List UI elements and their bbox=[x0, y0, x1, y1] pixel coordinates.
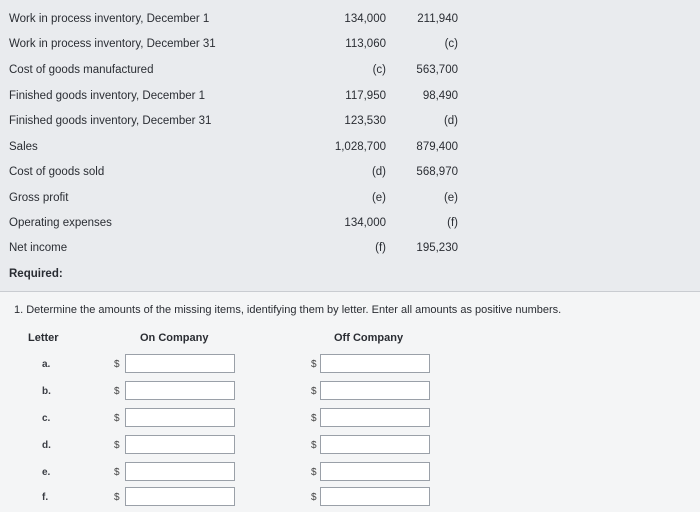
answer-row-c bbox=[0, 406, 700, 433]
off-company-answer-c-input[interactable] bbox=[320, 408, 430, 427]
dollar-sign: $ bbox=[311, 413, 317, 424]
dollar-sign: $ bbox=[311, 467, 317, 478]
row-letter: f. bbox=[42, 492, 49, 503]
on-company-value: (c) bbox=[372, 64, 386, 76]
required-heading: Required: bbox=[9, 268, 63, 280]
off-company-value: 211,940 bbox=[417, 13, 458, 25]
data-row bbox=[0, 8, 700, 33]
off-company-answer-a-input[interactable] bbox=[320, 354, 430, 373]
off-company-value: (c) bbox=[444, 38, 458, 50]
answer-row-f bbox=[0, 485, 700, 512]
data-row bbox=[0, 237, 700, 262]
data-row bbox=[0, 59, 700, 84]
row-label: Gross profit bbox=[9, 192, 69, 204]
on-company-value: 117,950 bbox=[345, 90, 386, 102]
on-company-value: (f) bbox=[375, 242, 386, 254]
row-letter: b. bbox=[42, 386, 51, 397]
dollar-sign: $ bbox=[114, 413, 120, 424]
answer-row-a bbox=[0, 352, 700, 379]
data-row bbox=[0, 85, 700, 110]
row-label: Net income bbox=[9, 242, 68, 254]
on-company-answer-f-input[interactable] bbox=[125, 487, 235, 506]
on-company-answer-a-input[interactable] bbox=[125, 354, 235, 373]
off-company-value: 195,230 bbox=[416, 242, 458, 254]
dollar-sign: $ bbox=[114, 440, 120, 451]
dollar-sign: $ bbox=[114, 386, 120, 397]
row-label: Cost of goods manufactured bbox=[9, 64, 154, 76]
off-company-value: (e) bbox=[443, 192, 458, 204]
data-row bbox=[0, 136, 700, 161]
row-letter: c. bbox=[42, 413, 51, 424]
data-row bbox=[0, 161, 700, 186]
row-label: Work in process inventory, December 31 bbox=[9, 38, 216, 50]
dollar-sign: $ bbox=[114, 467, 120, 478]
dollar-sign: $ bbox=[311, 492, 317, 503]
on-company-answer-d-input[interactable] bbox=[125, 435, 235, 454]
row-label: Sales bbox=[9, 141, 38, 153]
off-company-answer-d-input[interactable] bbox=[320, 435, 430, 454]
dollar-sign: $ bbox=[114, 359, 120, 370]
on-company-answer-b-input[interactable] bbox=[125, 381, 235, 400]
on-company-value: 134,000 bbox=[344, 13, 386, 25]
dollar-sign: $ bbox=[114, 492, 120, 503]
off-company-value: 879,400 bbox=[416, 141, 458, 153]
on-company-value: (e) bbox=[371, 192, 386, 204]
off-company-answer-b-input[interactable] bbox=[320, 381, 430, 400]
answer-row-e bbox=[0, 460, 700, 487]
letter-column-header: Letter bbox=[28, 332, 59, 344]
on-company-value: 123,530 bbox=[344, 115, 386, 127]
off-company-value: (f) bbox=[447, 217, 458, 229]
row-letter: d. bbox=[42, 440, 51, 451]
off-company-answer-f-input[interactable] bbox=[320, 487, 430, 506]
on-company-answer-c-input[interactable] bbox=[125, 408, 235, 427]
data-row bbox=[0, 212, 700, 237]
answer-row-b bbox=[0, 379, 700, 406]
on-company-value: 113,060 bbox=[345, 38, 386, 50]
data-row bbox=[0, 187, 700, 212]
off-company-value: 98,490 bbox=[422, 90, 458, 102]
row-label: Operating expenses bbox=[9, 217, 112, 229]
on-company-value: 1,028,700 bbox=[334, 141, 386, 153]
off-company-value: (d) bbox=[443, 115, 458, 127]
row-label: Finished goods inventory, December 1 bbox=[9, 90, 206, 102]
off-company-value: 563,700 bbox=[416, 64, 458, 76]
off-company-value: 568,970 bbox=[416, 166, 458, 178]
row-label: Finished goods inventory, December 31 bbox=[9, 115, 212, 127]
on-company-value: 134,000 bbox=[344, 217, 386, 229]
on-company-value: (d) bbox=[371, 166, 386, 178]
dollar-sign: $ bbox=[311, 386, 317, 397]
data-row bbox=[0, 110, 700, 135]
row-label: Work in process inventory, December 1 bbox=[9, 13, 210, 25]
dollar-sign: $ bbox=[311, 359, 317, 370]
row-label: Cost of goods sold bbox=[9, 166, 105, 178]
dollar-sign: $ bbox=[311, 440, 317, 451]
question-text: 1. Determine the amounts of the missing items, identifying them by letter. Enter all amounts as positive numbers. bbox=[14, 304, 562, 316]
on-company-column-header: On Company bbox=[140, 332, 209, 344]
row-letter: a. bbox=[42, 359, 51, 370]
off-company-column-header: Off Company bbox=[334, 332, 404, 344]
row-letter: e. bbox=[42, 467, 51, 478]
answer-row-d bbox=[0, 433, 700, 460]
data-row bbox=[0, 33, 700, 58]
on-company-answer-e-input[interactable] bbox=[125, 462, 235, 481]
off-company-answer-e-input[interactable] bbox=[320, 462, 430, 481]
answer-section bbox=[0, 291, 700, 512]
